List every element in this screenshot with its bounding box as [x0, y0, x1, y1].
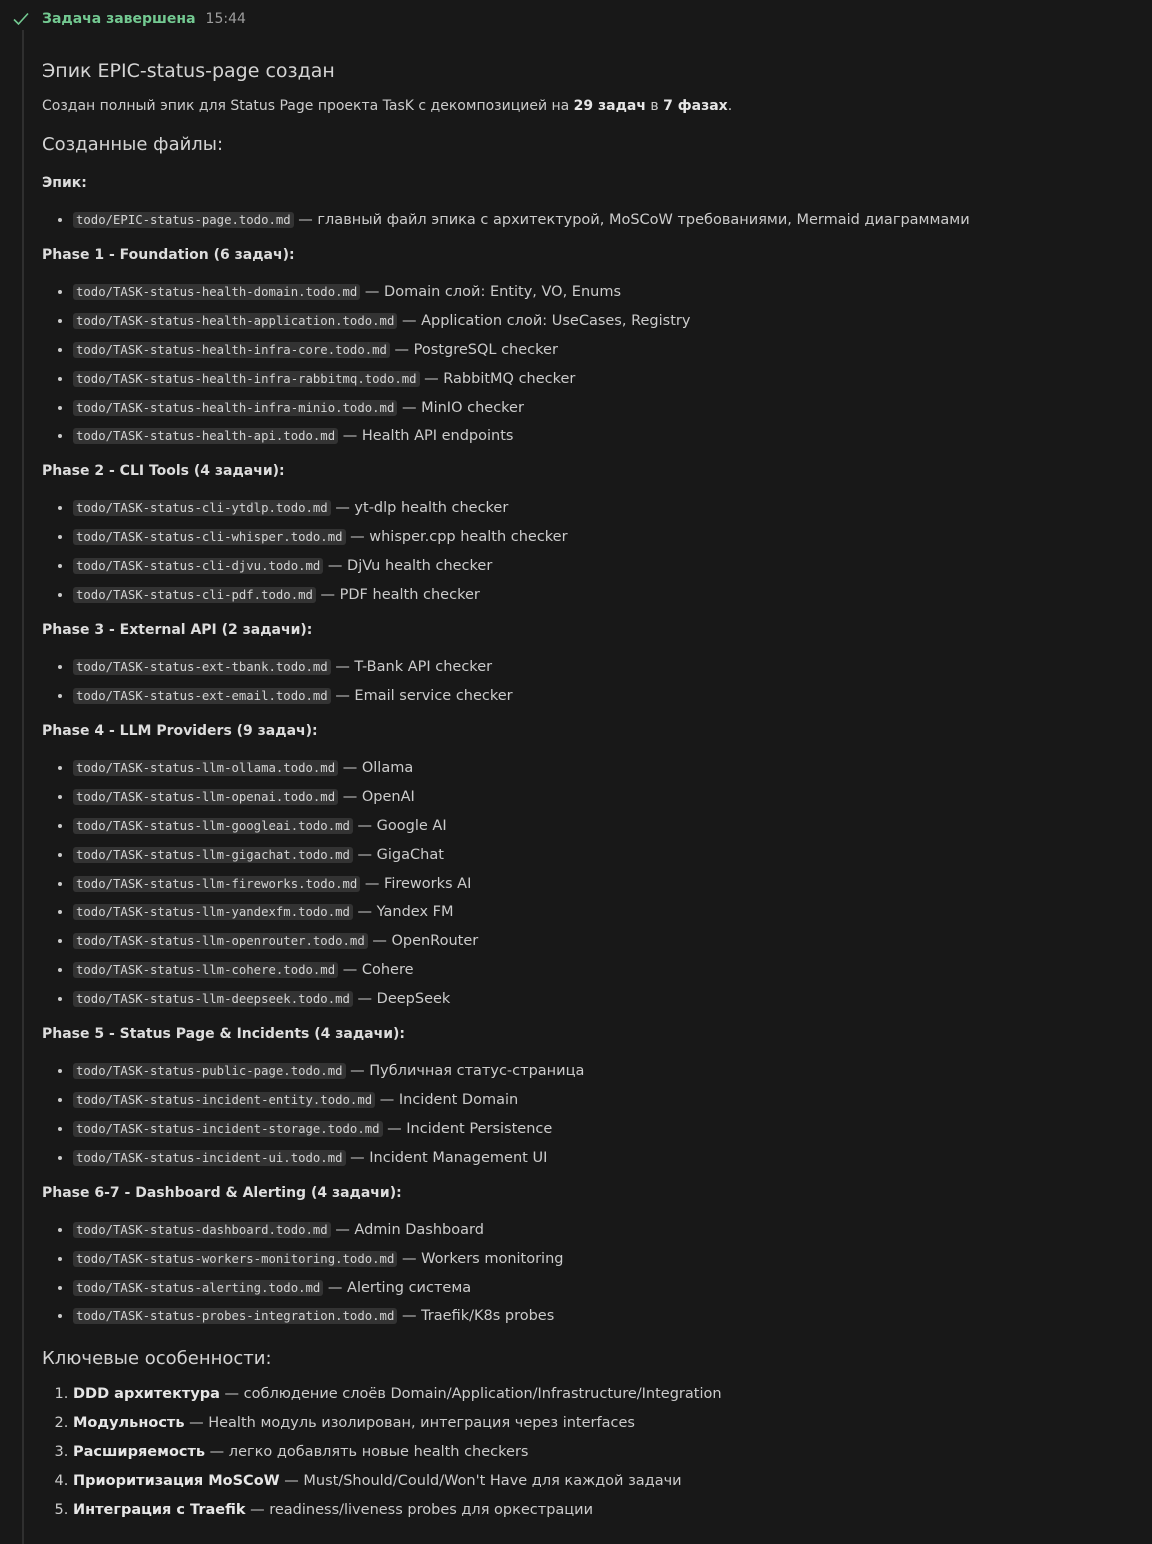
file-path[interactable]: todo/TASK-status-health-infra-minio.todo.md — [73, 400, 397, 416]
section-label: Phase 4 - LLM Providers (9 задач): — [42, 723, 318, 740]
file-description: — OpenAI — [338, 788, 415, 805]
file-path[interactable]: todo/TASK-status-cli-whisper.todo.md — [73, 529, 346, 545]
list-item — [73, 282, 1132, 302]
feature-title: Модульность — [73, 1415, 185, 1432]
file-path[interactable]: todo/TASK-status-alerting.todo.md — [73, 1280, 323, 1296]
feature-item — [73, 1442, 1132, 1462]
file-list — [42, 210, 1132, 230]
feature-item — [73, 1384, 1132, 1404]
file-path[interactable]: todo/TASK-status-llm-gigachat.todo.md — [73, 847, 353, 863]
file-description: — whisper.cpp health checker — [345, 529, 568, 546]
list-item — [73, 874, 1132, 894]
list-item — [73, 816, 1132, 836]
file-path[interactable]: todo/TASK-status-health-application.todo.md — [73, 313, 397, 329]
feature-description: — легко добавлять новые health checkers — [205, 1444, 529, 1461]
file-description: — GigaChat — [352, 846, 444, 863]
file-path[interactable]: todo/TASK-status-health-domain.todo.md — [73, 284, 360, 300]
file-path[interactable]: todo/TASK-status-incident-storage.todo.md — [73, 1121, 383, 1137]
file-description: — Yandex FM — [352, 904, 454, 921]
file-path[interactable]: todo/TASK-status-llm-cohere.todo.md — [73, 962, 338, 978]
list-item — [73, 960, 1132, 980]
files-heading: Созданные файлы: — [42, 134, 224, 155]
file-path[interactable]: todo/TASK-status-llm-fireworks.todo.md — [73, 876, 360, 892]
file-description: — Email service checker — [330, 688, 513, 705]
file-description: — yt-dlp health checker — [330, 500, 509, 517]
file-description: — Health API endpoints — [338, 428, 514, 445]
file-list — [42, 498, 1132, 605]
file-description: — главный файл эпика с архитектурой, MoSCoW требованиями, Mermaid диаграммами — [293, 212, 970, 228]
section-label: Phase 3 - External API (2 задачи): — [42, 622, 313, 639]
file-path[interactable]: todo/TASK-status-llm-openai.todo.md — [73, 789, 338, 805]
file-path[interactable]: todo/TASK-status-probes-integration.todo.md — [73, 1308, 397, 1324]
file-description: — T-Bank API checker — [330, 659, 493, 676]
file-description: — Google AI — [352, 817, 447, 834]
file-path[interactable]: todo/TASK-status-cli-djvu.todo.md — [73, 558, 323, 574]
feature-description: — Must/Should/Could/Won't Have для каждой задачи — [279, 1473, 682, 1490]
file-description: — Traefik/K8s probes — [397, 1308, 555, 1325]
section-label: Phase 6-7 - Dashboard & Alerting (4 задачи): — [42, 1184, 402, 1201]
list-item — [73, 902, 1132, 922]
list-item — [73, 758, 1132, 778]
file-sections — [42, 173, 1132, 1326]
task-status-time: 15:44 — [205, 11, 246, 27]
list-item — [73, 369, 1132, 389]
feature-item — [73, 1413, 1132, 1433]
list-item — [73, 1090, 1132, 1110]
list-item — [73, 1306, 1132, 1326]
list-item — [73, 989, 1132, 1009]
file-description: — PostgreSQL checker — [389, 341, 558, 358]
epic-intro — [42, 96, 1132, 116]
list-item — [73, 1061, 1132, 1081]
file-path[interactable]: todo/TASK-status-cli-ytdlp.todo.md — [73, 500, 331, 516]
file-description: — Workers monitoring — [397, 1250, 564, 1267]
file-path[interactable]: todo/TASK-status-ext-tbank.todo.md — [73, 659, 331, 675]
file-path[interactable]: todo/TASK-status-public-page.todo.md — [73, 1063, 346, 1079]
list-item — [73, 426, 1132, 446]
feature-description: — Health модуль изолирован, интеграция через interfaces — [184, 1415, 635, 1432]
task-status-title: Задача завершена — [42, 11, 196, 27]
list-item — [73, 1220, 1132, 1240]
list-item — [73, 845, 1132, 865]
epic-title: Эпик EPIC-status-page создан — [42, 60, 335, 82]
list-item — [73, 787, 1132, 807]
section-label: Эпик: — [42, 175, 87, 191]
file-path[interactable]: todo/TASK-status-health-infra-rabbitmq.todo.md — [73, 371, 420, 387]
list-item — [73, 1249, 1132, 1269]
file-description: — MinIO checker — [397, 399, 524, 416]
list-item — [73, 556, 1132, 576]
intro-suffix: . — [727, 98, 733, 114]
intro-phases-count: 7 фазах — [663, 98, 728, 114]
feature-description: — соблюдение слоёв Domain/Application/Infrastructure/Integration — [219, 1386, 722, 1403]
file-list — [42, 657, 1132, 706]
file-description: — Admin Dashboard — [330, 1221, 484, 1238]
file-path[interactable]: todo/EPIC-status-page.todo.md — [73, 212, 294, 228]
intro-prefix: Создан полный эпик для Status Page проекта TasK с декомпозицией на — [42, 98, 574, 114]
feature-title: Расширяемость — [73, 1444, 206, 1461]
file-description: — RabbitMQ checker — [419, 370, 576, 387]
file-description: — Incident Domain — [375, 1092, 519, 1109]
list-item — [73, 498, 1132, 518]
file-path[interactable]: todo/TASK-status-incident-ui.todo.md — [73, 1150, 346, 1166]
file-path[interactable]: todo/TASK-status-llm-deepseek.todo.md — [73, 991, 353, 1007]
features-list — [42, 1384, 1132, 1520]
file-path[interactable]: todo/TASK-status-workers-monitoring.todo.md — [73, 1251, 397, 1267]
list-item — [73, 1278, 1132, 1298]
task-status-header — [12, 8, 246, 30]
file-path[interactable]: todo/TASK-status-dashboard.todo.md — [73, 1222, 331, 1238]
check-icon — [12, 10, 30, 28]
file-path[interactable]: todo/TASK-status-cli-pdf.todo.md — [73, 587, 316, 603]
file-list — [42, 1061, 1132, 1168]
file-path[interactable]: todo/TASK-status-health-api.todo.md — [73, 428, 338, 444]
feature-title: Приоритизация MoSCoW — [73, 1473, 280, 1490]
file-description: — DjVu health checker — [323, 558, 493, 575]
list-item — [73, 398, 1132, 418]
list-item — [73, 931, 1132, 951]
list-item — [73, 1119, 1132, 1139]
list-item — [73, 210, 1132, 230]
list-item — [73, 1148, 1132, 1168]
file-list — [42, 758, 1132, 1009]
intro-middle: в — [645, 98, 664, 114]
list-item — [73, 527, 1132, 547]
file-description: — Incident Persistence — [382, 1120, 553, 1137]
file-description: — Cohere — [338, 962, 414, 979]
feature-description: — readiness/liveness probes для оркестрации — [245, 1502, 594, 1519]
list-item — [73, 686, 1132, 706]
file-path[interactable]: todo/TASK-status-health-infra-core.todo.md — [73, 342, 390, 358]
section-label: Phase 2 - CLI Tools (4 задачи): — [42, 463, 285, 480]
intro-tasks-count: 29 задач — [573, 98, 646, 114]
file-path[interactable]: todo/TASK-status-incident-entity.todo.md — [73, 1092, 375, 1108]
file-description: — Domain слой: Entity, VO, Enums — [360, 284, 622, 300]
file-description: — Ollama — [338, 760, 414, 777]
file-list — [42, 282, 1132, 446]
feature-item — [73, 1471, 1132, 1491]
list-item — [73, 657, 1132, 677]
file-description: — OpenRouter — [367, 933, 479, 950]
features-heading: Ключевые особенности: — [42, 1348, 272, 1370]
file-path[interactable]: todo/TASK-status-ext-email.todo.md — [73, 688, 331, 704]
file-description: — Публичная статус-страница — [345, 1063, 585, 1080]
feature-title: DDD архитектура — [73, 1386, 220, 1403]
feature-title: Интеграция с Traefik — [73, 1502, 246, 1519]
file-description: — PDF health checker — [315, 587, 480, 604]
file-path[interactable]: todo/TASK-status-llm-googleai.todo.md — [73, 818, 353, 834]
task-result-content — [22, 30, 1132, 1544]
list-item — [73, 311, 1132, 331]
file-path[interactable]: todo/TASK-status-llm-yandexfm.todo.md — [73, 904, 353, 920]
list-item — [73, 340, 1132, 360]
file-description: — Alerting система — [323, 1279, 472, 1296]
section-label: Phase 1 - Foundation (6 задач): — [42, 247, 295, 263]
file-path[interactable]: todo/TASK-status-llm-ollama.todo.md — [73, 760, 338, 776]
file-description: — Application слой: UseCases, Registry — [397, 312, 691, 329]
list-item — [73, 585, 1132, 605]
file-description: — DeepSeek — [352, 991, 451, 1008]
file-description: — Incident Management UI — [345, 1149, 548, 1166]
file-path[interactable]: todo/TASK-status-llm-openrouter.todo.md — [73, 933, 368, 949]
file-list — [42, 1220, 1132, 1327]
feature-item — [73, 1500, 1132, 1520]
section-label: Phase 5 - Status Page & Incidents (4 задачи): — [42, 1026, 405, 1043]
file-description: — Fireworks AI — [360, 875, 472, 892]
